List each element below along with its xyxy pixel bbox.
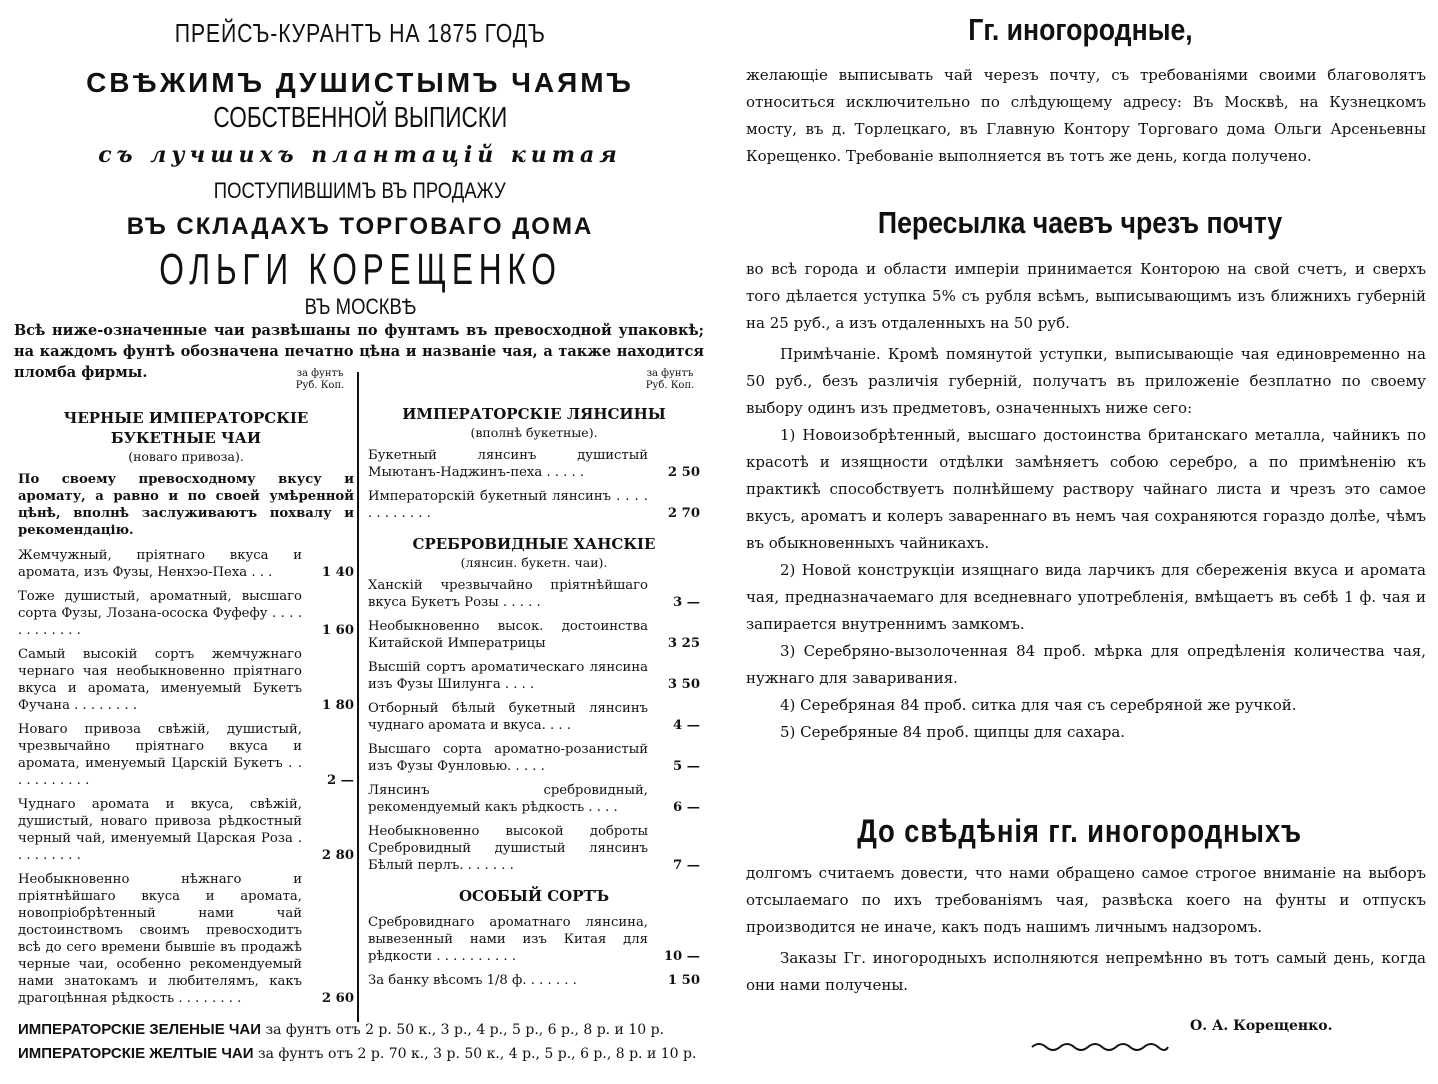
gift-list [746, 422, 1426, 746]
company-name: ОЛЬГИ КОРЕЩЕНКО [158, 245, 562, 294]
section-title: ИМПЕРАТОРСКІЕ ЛЯНСИНЫ [402, 405, 666, 423]
shipping-paragraph: во всѣ города и области имперіи принимается Конторою на свой счетъ, и сверхъ того дѣлается уступка 5% съ рубля всѣмъ, выписывающимъ изъ ближнихъ губерній на 25 руб., а изъ отдаленныхъ на 50 руб. [746, 260, 1426, 332]
shipping-section [746, 256, 1426, 746]
tea-item-description: Сребровиднаго ароматнаго лянсина, вывезенный нами изъ Китая для рѣдкости . . . . . . . . . . [368, 915, 648, 964]
tea-item-price: 3 — [673, 595, 700, 610]
title-line-4: съ лучшихъ плантацій китая [98, 142, 622, 168]
tea-item-description: Самый высокій сортъ жемчужнаго чернаго чая необыкновенно пріятнаго вкуса и аромата, именуемый Букетъ Фучана . . . . . . . . [18, 647, 302, 713]
tea-item [18, 796, 354, 864]
price-header-right: за фунтъ Руб. Коп. [645, 368, 695, 391]
tea-item-price: 1 50 [667, 973, 700, 988]
notice-paragraph: долгомъ считаемъ довести, что нами обращено самое строгое вниманіе на выборъ отсылаемаго по ихъ требованіямъ чая, развѣска коего на фунты и отпускъ производится не иначе, какъ подъ нашимъ личнымъ надзоромъ. [746, 864, 1426, 936]
black-tea-column [18, 408, 354, 1014]
gift-list-item: 2) Новой конструкціи изящнаго вида ларчикъ для сбереженія вкуса и аромата чая, предназначаемаго для вседневнаго употребленія, вмѣщаетъ въ себѣ 1 ф. чая и запирается внутреннимъ замкомъ. [746, 561, 1426, 633]
tea-item [368, 618, 700, 652]
tea-item-price: 4 — [673, 718, 700, 733]
tea-item-price: 1 60 [321, 623, 354, 638]
city-line: ВЪ МОСКВѢ [304, 294, 416, 319]
tea-item [368, 488, 700, 522]
tea-item [18, 646, 354, 714]
price-header-left: за фунтъ Руб. Коп. [295, 368, 345, 391]
khan-tea-list [368, 577, 700, 874]
heading-out-of-town: Гг. иногородные, [967, 12, 1193, 47]
section-title: ЧЕРНЫЕ ИМПЕРАТОРСКІЕ БУКЕТНЫЕ ЧАИ [63, 409, 309, 447]
tea-item [368, 823, 700, 874]
gift-list-item: 5) Серебряные 84 проб. щипцы для сахара. [780, 723, 1126, 741]
imperial-lyansin-list [368, 447, 700, 522]
orders-paragraph: Заказы Гг. иногородныхъ исполняются непремѣнно въ тотъ самый день, когда они нами получены. [746, 949, 1426, 994]
tea-item-price: 3 50 [667, 677, 700, 692]
tea-item-price: 2 — [327, 773, 354, 788]
tea-item-price: 6 — [673, 800, 700, 815]
tea-item-description: Букетный лянсинъ душистый Мыютанъ-Наджинъ-пеха . . . . . [368, 448, 648, 480]
tea-item-description: Новаго привоза свѣжій, душистый, чрезвычайно пріятнаго вкуса и аромата, именуемый Царскій Букетъ . . . . . . . . . . . [18, 722, 302, 788]
tea-item-description: За банку вѣсомъ 1/8 ф. . . . . . . [368, 973, 577, 988]
tea-item-price: 2 70 [667, 506, 700, 521]
tea-item [368, 577, 700, 611]
tea-item-description: Жемчужный, пріятнаго вкуса и аромата, изъ Фузы, Ненхэо-Пеха . . . [18, 548, 302, 580]
section-title: ОСОБЫЙ СОРТЪ [458, 887, 610, 905]
section-title: СРЕБРОВИДНЫЕ ХАНСКІЕ [412, 535, 656, 553]
heading-notice: До свѣдѣнія гг. иногородныхъ [857, 813, 1303, 849]
gift-list-item: 4) Серебряная 84 проб. ситка для чая съ серебряной же ручкой. [780, 696, 1297, 714]
tea-item [18, 871, 354, 1007]
gift-list-item: 3) Серебряно-вызолоченная 84 проб. мѣрка для опредѣленія количества чая, нужнаго для заваривания. [746, 642, 1426, 687]
tea-item-description: Необыкновенно нѣжнаго и пріятнѣйшаго вкуса и аромата, новопріобрѣтенный нами чай достоинствомъ своимъ превосходитъ всѣ до сего времени бывшіе въ продажѣ черные чаи, особенно рекомендуемый нами знатокамъ и любителямъ, какъ драгоцѣнная рѣдкость . . . . . . . . [18, 872, 302, 1006]
yellow-tea-line: ИМПЕРАТОРСКІЕ ЖЕЛТЫЕ ЧАИ за фунтъ отъ 2 р. 70 к., 3 р. 50 к., 4 р., 5 р., 6 р., 8 р. и 10 р. [18, 1045, 697, 1062]
section-subtitle: (лянсин. букетн. чаи). [460, 555, 608, 570]
black-tea-list [18, 547, 354, 1007]
tea-item-description: Ханскій чрезвычайно пріятнѣйшаго вкуса Букетъ Розы . . . . . [368, 578, 648, 610]
tea-item-description: Императорскій букетный лянсинъ . . . . . . . . . . . . [368, 489, 648, 521]
tea-item-description: Отборный бѣлый букетный лянсинъ чуднаго аромата и вкуса. . . . [368, 701, 648, 733]
lyansin-tea-column [368, 404, 700, 996]
intro-paragraph: Всѣ ниже-означенные чаи развѣшаны по фунтамъ въ превосходной упаковкѣ; на каждомъ фунтѣ обозначена печатно цѣна и названіе чая, а также находится пломба фирмы. [14, 322, 704, 381]
tea-item-price: 10 — [663, 949, 700, 964]
signature: О. А. Корещенко. [1190, 1018, 1333, 1034]
flourish-ornament [1030, 1038, 1170, 1056]
column-divider [357, 372, 359, 1022]
title-line-3: СОБСТВЕННОЙ ВЫПИСКИ [213, 102, 507, 134]
tea-item-price: 2 80 [321, 848, 354, 863]
tea-item-description: Необыкновенно высок. достоинства Китайской Императрицы [368, 619, 648, 651]
tea-item-price: 1 80 [321, 698, 354, 713]
title-line-6: ВЪ СКЛАДАХЪ ТОРГОВАГО ДОМА [126, 213, 594, 240]
tea-item [18, 547, 354, 581]
section-subtitle: (вполнѣ букетные). [470, 425, 598, 440]
tea-item [368, 782, 700, 816]
tea-item-price: 5 — [673, 759, 700, 774]
tea-item-description: Высшій сортъ ароматическаго лянсина изъ Фузы Шилунга . . . . [368, 660, 648, 692]
section-subtitle: (новаго привоза). [128, 449, 244, 464]
tea-item-price: 3 25 [667, 636, 700, 651]
notice-section [746, 860, 1426, 999]
green-tea-line: ИМПЕРАТОРСКІЕ ЗЕЛЕНЫЕ ЧАИ за фунтъ отъ 2 р. 50 к., 3 р., 4 р., 5 р., 6 р., 8 р. и 10 р. [18, 1021, 665, 1038]
mail-order-page [730, 0, 1430, 1084]
tea-item [368, 700, 700, 734]
tea-item-description: Чуднаго аромата и вкуса, свѣжій, душистый, новаго привоза рѣдкостный черный чай, именуемый Царская Роза . . . . . . . . . [18, 797, 302, 863]
note-paragraph: Примѣчаніе. Кромѣ помянутой уступки, выписывающіе чая единовременно на 50 руб., безъ различія губерній, получатъ въ приложеніе безплатно по своему выбору одинъ изъ предметовъ, означенныхъ ниже сего: [746, 345, 1426, 417]
tea-item-price: 2 50 [667, 465, 700, 480]
tea-item [368, 659, 700, 693]
section-description: По своему превосходному вкусу и аромату, а равно и по своей умѣренной цѣнѣ, вполнѣ заслуживаютъ похвалу и рекомендацію. [18, 472, 354, 538]
gift-list-item: 1) Новоизобрѣтенный, высшаго достоинства британскаго металла, чайникъ по красотѣ и изящности отдѣлки замѣняетъ собою серебро, а по примѣненію къ практикѣ способствуетъ полнѣйшему раствору чайнаго листа и чрезъ это самое вкусъ, ароматъ и колеръ завареннаго въ немъ чая сохраняются гораздо долѣе, чѣмъ въ обыкновенныхъ чайникахъ. [746, 426, 1426, 552]
tea-item [18, 588, 354, 639]
address-paragraph: желающіе выписывать чай черезъ почту, съ требованіями своими благоволятъ относиться исключительно по слѣдующему адресу: Въ Москвѣ, на Кузнецкомъ мосту, въ д. Торлецкаго, въ Главную Контору Торговаго дома Ольги Арсеньевны Корещенко. Требованіе выполняется въ тотъ же день, когда получено. [746, 66, 1426, 165]
tea-item [368, 914, 700, 965]
title-line-2: СВѢЖИМЪ ДУШИСТЫМЪ ЧАЯМЪ [86, 67, 634, 98]
tea-item-description: Тоже душистый, ароматный, высшаго сорта Фузы, Лозана-ососка Фуфефу . . . . . . . . . . . . [18, 589, 302, 638]
tea-item [368, 972, 700, 989]
tea-item [368, 447, 700, 481]
tea-item-description: Лянсинъ сребровидный, рекомендуемый какъ рѣдкость . . . . [368, 783, 648, 815]
tea-item-price: 2 60 [321, 991, 354, 1006]
tea-item-description: Необыкновенно высокой доброты Сребровидный душистый лянсинъ Бѣлый перлъ. . . . . . . [368, 824, 648, 873]
title-line-5: ПОСТУПИВШИМЪ ВЪ ПРОДАЖУ [214, 178, 506, 203]
tea-item-price: 7 — [673, 858, 700, 873]
special-tea-list [368, 914, 700, 989]
tea-item [368, 741, 700, 775]
title-line-1: ПРЕЙСЪ-КУРАНТЪ НА 1875 ГОДЪ [174, 18, 546, 48]
tea-item-description: Высшаго сорта ароматно-розанистый изъ Фузы Фунловью. . . . . [368, 742, 648, 774]
tea-item-price: 1 40 [321, 565, 354, 580]
tea-item [18, 721, 354, 789]
heading-postal-shipping: Пересылка чаевъ чрезъ почту [877, 205, 1283, 240]
